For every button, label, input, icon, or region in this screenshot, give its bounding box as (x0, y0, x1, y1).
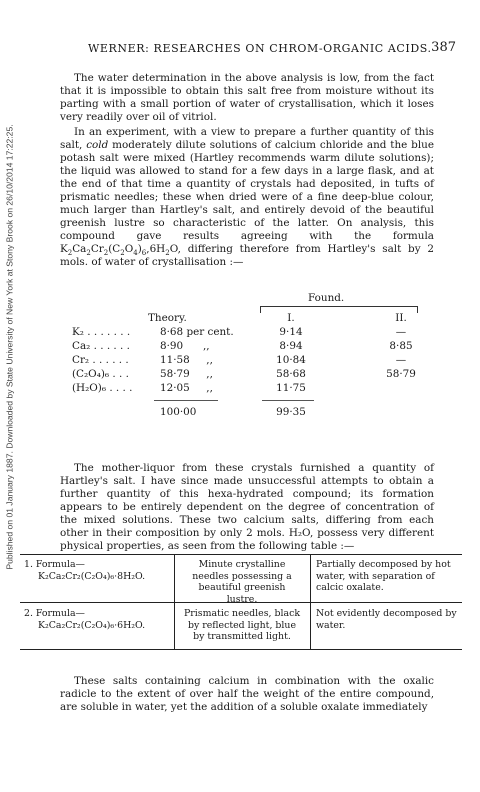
analysis-found-1: 8·94 (279, 340, 303, 352)
analysis-found-2: — (395, 354, 407, 366)
analysis-element: K₂ . . . . . . . (72, 326, 131, 338)
table-row-2-formula (24, 608, 174, 631)
para2-text-i: O, differing therefore from Hartley's salt by 2 mols. of water of crystallisation :— (60, 243, 434, 268)
analysis-element: (H₂O)₆ . . . . (72, 382, 133, 394)
para2-text-c: Ca (72, 243, 87, 255)
para2-text-h: ,6H (146, 243, 166, 255)
analysis-theory: 8·90 ,, (160, 340, 210, 352)
found-total: 99·35 (276, 406, 306, 418)
para2-text-e: (C (108, 243, 121, 255)
watermark-text: Published on 01 January 1887. Downloaded by State University of New York at Stony Brook on 26/10/2014 17:22:25. (5, 124, 16, 570)
para2-emphasis: cold (86, 139, 109, 151)
analysis-element: Ca₂ . . . . . . (72, 340, 130, 352)
theory-total: 100·00 (160, 406, 197, 418)
theory-total-rule (154, 400, 218, 401)
para2-text-d: Cr (90, 243, 104, 255)
analysis-element: (C₂O₄)₆ . . . (72, 368, 129, 380)
analysis-theory: 8·68 per cent. (160, 326, 234, 338)
para2-text-g: ) (137, 243, 142, 255)
running-head: WERNER: RESEARCHES ON CHROM-ORGANIC ACIDS. (88, 42, 432, 55)
para2-text-a: In an experiment, with a view to prepare a further quantity of this salt, (60, 126, 434, 151)
download-watermark (3, 2, 17, 692)
formula-label: 1. Formula— (24, 559, 85, 570)
theory-header: Theory. (148, 312, 187, 324)
paragraph-water-determination: The water determination in the above analysis is low, from the fact that it is impossible to obtain this salt free from moisture without its parting with a small portion of water of crystallisation, which it loses very readily over oil of vitriol. (60, 72, 434, 123)
formula-label: 2. Formula— (24, 608, 85, 619)
analysis-found-1: 11·75 (276, 382, 306, 394)
found-col2-header: II. (395, 312, 407, 324)
table-row-2-behaviour: Not evidently decomposed by water. (316, 608, 457, 631)
comparison-table (20, 554, 462, 650)
formula-value: K₂Ca₂Cr₂(C₂O₄)₆·8H₂O. (38, 570, 146, 582)
para2-text-f: O (124, 243, 134, 255)
analysis-found-1: 58·68 (276, 368, 306, 380)
table-row-1-crystals: Minute crystalline needles possessing a beautiful greenish lustre. (192, 559, 292, 605)
para2-text-b: moderately dilute solutions of calcium chloride and the blue potash salt were mixed (Hartley recommends warm dilute solutions); the liquid was allowed to stand for a few days in a large flask, and at the end of that time a quantity of crystals had deposited, in tufts of prismatic needles; these when dried were of a fine deep-blue colour, much larger than Hartley's salt, and entirely devoid of the beautiful greenish lustre so characteristic of the latter. On analysis, this compound gave results agreeing with the formula K (60, 139, 434, 255)
analysis-found-2: — (395, 326, 407, 338)
paragraph-mother-liquor: The mother-liquor from these crystals furnished a quantity of Hartley's salt. I have since made unsuccessful attempts to obtain a further quantity of this hexa-hydrated compound; its formation appears to be entirely dependent on the degree of concentration of the mixed solutions. These two calcium salts, differing from each other in their composition by only 2 mols. H₂O, possess very different physical properties, as seen from the following table :— (60, 462, 434, 552)
paragraph-experiment: In an experiment, with a view to prepare a further quantity of this salt, cold moderately dilute solutions of calcium chloride and the blue potash salt were mixed (Hartley recommends warm dilute solutions); the liquid was allowed to stand for a few days in a large flask, and at the end of that time a quantity of crystals had deposited, in tufts of prismatic needles; these when dried were of a fine deep-blue colour, much larger than Hartley's salt, and entirely devoid of the beautiful greenish lustre so characteristic of the latter. On analysis, this compound gave results agreeing with the formula $K_2Ca_2Cr_2(C_2O_4)_6,6H_2O$, differing therefore from Hartley's salt by 2 mols. of water of crystallisation :— (60, 126, 434, 268)
analysis-found-1: 9·14 (279, 326, 303, 338)
paragraph-salts-solubility: These salts containing calcium in combination with the oxalic radicle to the extent of over half the weight of the entire compound, are soluble in water, yet the addition of a soluble oxalate immediately (60, 675, 434, 713)
table-row-2-crystals: Prismatic needles, black by reflected light, blue by transmitted light. (183, 608, 301, 642)
analysis-found-2: 8·85 (389, 340, 413, 352)
analysis-theory: 58·79 ,, (160, 368, 213, 380)
table-row-1-formula (24, 559, 174, 582)
found-col1-header: I. (287, 312, 295, 324)
analysis-found-1: 10·84 (276, 354, 306, 366)
page-number: 387 (431, 40, 456, 55)
analysis-found-2: 58·79 (386, 368, 416, 380)
formula-value: K₂Ca₂Cr₂(C₂O₄)₆·6H₂O. (38, 619, 146, 631)
found-total-rule (262, 400, 314, 401)
table-row-1-behaviour: Partially decomposed by hot water, with separation of calcic oxalate. (316, 559, 451, 593)
analysis-theory: 11·58 ,, (160, 354, 213, 366)
analysis-element: Cr₂ . . . . . . (72, 354, 129, 366)
analysis-theory: 12·05 ,, (160, 382, 213, 394)
found-header: Found. (308, 292, 345, 304)
